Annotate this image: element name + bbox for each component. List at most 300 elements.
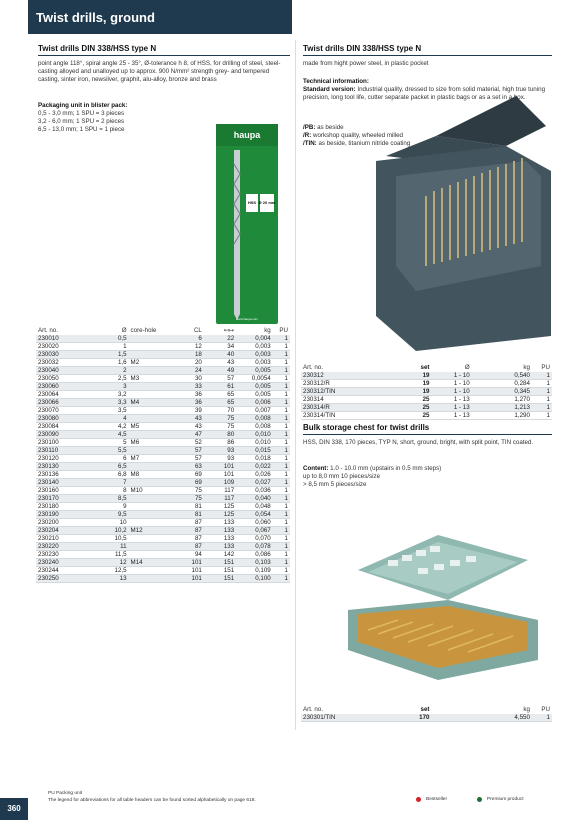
table-cell: 0,078	[236, 543, 273, 551]
table-cell: 93	[204, 447, 236, 455]
table-cell: M10	[129, 487, 172, 495]
pack-line-1: 0,5 - 3,0 mm; 1 SPU = 3 pieces	[38, 110, 125, 117]
table-cell: 4	[90, 415, 129, 423]
table-cell: 125	[204, 511, 236, 519]
table-cell: 1	[273, 399, 290, 407]
table-cell: 87	[172, 543, 204, 551]
table-cell: 0,060	[236, 519, 273, 527]
table-cell: 1	[273, 479, 290, 487]
table-cell: 1	[273, 383, 290, 391]
table-cell: 230066	[36, 399, 90, 407]
table-cell: 0,0054	[236, 375, 273, 383]
table-cell: 5	[90, 439, 129, 447]
pack-title: Packaging unit in blister pack:	[38, 102, 128, 109]
table-cell: 1	[273, 431, 290, 439]
table-cell: 1	[273, 551, 290, 559]
table-cell: 65	[204, 391, 236, 399]
table-row	[36, 495, 290, 503]
r-text: workshop quality, wheeled milled	[312, 132, 403, 139]
table-cell: 230136	[36, 471, 90, 479]
table-cell: 0,004	[236, 335, 273, 343]
table-cell	[129, 367, 172, 375]
table-cell: 230312/TIN	[301, 388, 371, 396]
hangcard-badge-size: Ø 20 mm	[258, 200, 276, 205]
table-cell: 20	[172, 359, 204, 367]
table-cell: 0,008	[236, 415, 273, 423]
table-row	[301, 714, 552, 722]
standard-version-label: Standard version:	[303, 86, 356, 93]
table-cell: 11,5	[90, 551, 129, 559]
right1-subtitle: made from hight power steel, in plastic pocket	[303, 60, 429, 67]
table-cell: 87	[172, 527, 204, 535]
table-cell: 1	[532, 404, 552, 412]
right1-table	[301, 364, 552, 420]
table-row	[36, 479, 290, 487]
left-col-pu: PU	[279, 327, 288, 335]
table-cell: 230312/R	[301, 380, 371, 388]
table-cell: 5,5	[90, 447, 129, 455]
table-cell: 0,005	[236, 367, 273, 375]
table-cell: 1	[273, 415, 290, 423]
table-cell: 2	[90, 367, 129, 375]
table-cell: 230170	[36, 495, 90, 503]
right2-description: HSS, DIN 338, 170 pieces, TYP N, short, ground, bright, with split point, TIN coated.	[303, 439, 534, 446]
table-cell: 75	[204, 415, 236, 423]
table-cell: 12	[90, 559, 129, 567]
table-cell: 65	[204, 399, 236, 407]
table-cell: 1,6	[90, 359, 129, 367]
table-cell: 0,006	[236, 399, 273, 407]
table-cell: 1	[273, 575, 290, 583]
table-row	[36, 455, 290, 463]
table-cell: 10,5	[90, 535, 129, 543]
table-cell: 9	[90, 503, 129, 511]
table-cell: 30	[172, 375, 204, 383]
left-col-length: ↤↦	[223, 327, 235, 335]
table-cell: 1	[273, 343, 290, 351]
table-cell	[129, 391, 172, 399]
table-cell: 125	[204, 503, 236, 511]
table-cell	[129, 463, 172, 471]
table-cell: 1	[532, 412, 552, 420]
table-cell: 0,010	[236, 439, 273, 447]
table-row	[36, 399, 290, 407]
left-table-body	[36, 335, 290, 583]
table-cell: 0,027	[236, 479, 273, 487]
table-cell: 1	[273, 455, 290, 463]
table-cell: 101	[204, 463, 236, 471]
table-cell: 87	[172, 519, 204, 527]
table-cell: 0,5	[90, 335, 129, 343]
table-cell: 151	[204, 559, 236, 567]
left-col-cl: CL	[193, 327, 202, 335]
table-cell: 1	[273, 335, 290, 343]
table-cell: 230130	[36, 463, 90, 471]
table-cell: 93	[204, 455, 236, 463]
table-cell: M12	[129, 527, 172, 535]
table-cell: 0,015	[236, 447, 273, 455]
table-cell: 49	[204, 367, 236, 375]
table-cell: 0,018	[236, 455, 273, 463]
table-cell: 10	[90, 519, 129, 527]
table-cell: 0,003	[236, 343, 273, 351]
storage-chest-image	[338, 530, 548, 690]
table-cell: 0,067	[236, 527, 273, 535]
table-cell	[129, 343, 172, 351]
table-cell: 4,2	[90, 423, 129, 431]
hangcard-url: www.haupa.com	[235, 317, 259, 321]
table-cell	[129, 431, 172, 439]
table-cell: 94	[172, 551, 204, 559]
table-cell: 2,5	[90, 375, 129, 383]
table-cell: 1	[90, 343, 129, 351]
table-cell: 0,005	[236, 391, 273, 399]
table-cell: 1	[273, 495, 290, 503]
table-cell: 1	[273, 503, 290, 511]
table-cell: 1	[273, 519, 290, 527]
table-cell: 1	[532, 388, 552, 396]
table-row	[301, 396, 552, 404]
right2-table	[301, 706, 552, 722]
table-row	[36, 431, 290, 439]
table-cell: 151	[204, 567, 236, 575]
tin-text: as beside, titanium nitride coating	[318, 140, 411, 147]
table-cell: 0,036	[236, 487, 273, 495]
table-cell: 230301/TIN	[301, 714, 371, 722]
table-cell: 230250	[36, 575, 90, 583]
table-cell: 1 - 13	[432, 412, 472, 420]
table-cell: 3,5	[90, 407, 129, 415]
table-cell: 133	[204, 519, 236, 527]
left-col-corehole: core-hole	[130, 327, 157, 335]
table-cell: 1,5	[90, 351, 129, 359]
right2-col-pu: PU	[541, 706, 550, 714]
table-cell: 230084	[36, 423, 90, 431]
table-cell: 1	[532, 380, 552, 388]
table-cell: 230060	[36, 383, 90, 391]
page-header	[28, 0, 292, 34]
table-cell: 1 - 10	[432, 380, 472, 388]
table-cell: 133	[204, 535, 236, 543]
table-cell: 0,109	[236, 567, 273, 575]
table-cell: 39	[172, 407, 204, 415]
table-cell: 36	[172, 399, 204, 407]
table-cell: 36	[172, 391, 204, 399]
table-cell: M6	[129, 439, 172, 447]
table-cell: 1	[273, 351, 290, 359]
table-cell: 1 - 13	[432, 404, 472, 412]
table-cell: 230190	[36, 511, 90, 519]
table-cell: 33	[172, 383, 204, 391]
table-cell: 1 - 13	[432, 396, 472, 404]
table-cell: 12,5	[90, 567, 129, 575]
table-row	[36, 535, 290, 543]
table-cell: 10,2	[90, 527, 129, 535]
table-cell: 3,2	[90, 391, 129, 399]
table-row	[36, 527, 290, 535]
table-cell: 40	[204, 351, 236, 359]
table-row	[301, 372, 552, 380]
left-description: point angle 118°, spiral angle 25 - 35°, Ø-tolerance h 8, of HSS, for drilling of steel, steel-casting alloyed and unalloyed up to approx. 900 N/mm² strength grey- and tempered casting, sinter iron, newsilver, graphit, alu-alloy, bronze and brass	[38, 60, 281, 83]
table-cell: 230010	[36, 335, 90, 343]
table-cell: 1	[273, 391, 290, 399]
column-divider	[295, 40, 296, 730]
table-cell: 25	[371, 404, 431, 412]
table-cell: 133	[204, 527, 236, 535]
table-cell: 0,008	[236, 423, 273, 431]
table-cell	[129, 511, 172, 519]
table-cell: 47	[172, 431, 204, 439]
table-cell: 0,003	[236, 359, 273, 367]
tech-info-title: Technical information:	[303, 78, 369, 85]
table-cell: 63	[172, 463, 204, 471]
drill-hangcard-image	[216, 124, 278, 324]
table-cell: 230120	[36, 455, 90, 463]
table-cell: 61	[204, 383, 236, 391]
left-title-rule	[38, 55, 290, 56]
table-cell: 1	[273, 447, 290, 455]
table-cell: 57	[172, 447, 204, 455]
table-cell: 0,284	[472, 380, 532, 388]
table-row	[36, 335, 290, 343]
table-cell: 43	[172, 423, 204, 431]
table-cell: 1	[273, 463, 290, 471]
table-cell	[129, 447, 172, 455]
table-cell	[129, 519, 172, 527]
bestseller-label: Bestseller	[426, 797, 448, 802]
table-row	[301, 388, 552, 396]
right1-col-set: set	[420, 364, 430, 372]
table-cell	[129, 567, 172, 575]
table-row	[301, 404, 552, 412]
table-cell: 230210	[36, 535, 90, 543]
table-cell: 1,270	[472, 396, 532, 404]
table-cell: 230220	[36, 543, 90, 551]
right1-section-title: Twist drills DIN 338/HSS type N	[303, 44, 422, 53]
table-cell	[129, 407, 172, 415]
table-cell	[129, 495, 172, 503]
table-cell: 230314	[301, 396, 371, 404]
table-cell: 230312	[301, 372, 371, 380]
drill-case-image	[356, 66, 556, 356]
content-line-1	[303, 465, 441, 473]
table-cell: 230160	[36, 487, 90, 495]
footer-pu-note: PU Packing unit	[48, 791, 83, 796]
table-cell	[129, 383, 172, 391]
pb-label: /PB:	[303, 124, 316, 131]
table-cell: 43	[172, 415, 204, 423]
table-cell: 133	[204, 543, 236, 551]
table-cell: 8	[90, 487, 129, 495]
table-cell: 0,103	[236, 559, 273, 567]
table-cell: 75	[172, 495, 204, 503]
table-cell: 75	[204, 423, 236, 431]
table-cell: 1 - 10	[432, 388, 472, 396]
footer-legend-note: The legend for abbreviations for all table headers can be found sorted alphabetically on page 618.	[48, 798, 256, 803]
right1-table-body	[301, 372, 552, 420]
table-cell: 151	[204, 575, 236, 583]
table-cell: 0,054	[236, 511, 273, 519]
table-cell: 0,022	[236, 463, 273, 471]
hangcard-badge-hss: HSS	[247, 200, 257, 205]
table-cell: 13	[90, 575, 129, 583]
right1-title-rule	[303, 55, 552, 56]
table-cell: 1	[273, 559, 290, 567]
table-cell: 117	[204, 487, 236, 495]
table-row	[36, 447, 290, 455]
table-cell: 11	[90, 543, 129, 551]
table-cell: 1	[273, 527, 290, 535]
table-cell: 1	[273, 535, 290, 543]
standard-version-text: Industrial quality, dressed to size from solid material, high true tuning precision, long tool life, cutter separate packet in plastic bags or as a set in a box.	[303, 86, 546, 101]
table-cell: 0,003	[236, 351, 273, 359]
table-cell: 1	[273, 375, 290, 383]
table-cell: 70	[204, 407, 236, 415]
table-cell: 230204	[36, 527, 90, 535]
table-cell: 0,086	[236, 551, 273, 559]
table-cell	[129, 503, 172, 511]
left-col-dia: Ø	[121, 327, 127, 335]
table-cell: 230230	[36, 551, 90, 559]
table-cell: 230050	[36, 375, 90, 383]
table-cell: 22	[204, 335, 236, 343]
table-cell: 0,540	[472, 372, 532, 380]
table-cell: 0,070	[236, 535, 273, 543]
table-cell: 101	[172, 567, 204, 575]
table-cell: 0,100	[236, 575, 273, 583]
table-cell: 230110	[36, 447, 90, 455]
table-cell: 1	[532, 714, 552, 722]
table-cell: 0,005	[236, 383, 273, 391]
right2-col-kg: kg	[523, 706, 530, 714]
table-cell: 230140	[36, 479, 90, 487]
table-cell: 1,290	[472, 412, 532, 420]
table-cell: 80	[204, 431, 236, 439]
table-cell: 230100	[36, 439, 90, 447]
content-text: 1.0 - 10.0 mm (upstairs in 0.5 mm steps)	[330, 465, 442, 472]
right2-section-title: Bulk storage chest for twist drills	[303, 423, 430, 432]
right2-col-artno: Art. no.	[303, 706, 323, 714]
table-cell	[129, 575, 172, 583]
tin-label: /TIN:	[303, 140, 317, 147]
table-cell: 1	[273, 511, 290, 519]
table-row	[36, 503, 290, 511]
table-row	[36, 343, 290, 351]
table-cell: 1	[273, 423, 290, 431]
content-label: Content:	[303, 465, 329, 472]
premium-product-label: Premium product	[487, 797, 524, 802]
table-cell: 34	[204, 343, 236, 351]
table-cell: 25	[371, 412, 431, 420]
table-cell: 230070	[36, 407, 90, 415]
premium-product-icon	[477, 797, 482, 802]
table-cell: M5	[129, 423, 172, 431]
table-row	[36, 439, 290, 447]
table-row	[36, 575, 290, 583]
table-row	[36, 519, 290, 527]
table-cell: 230314/TIN	[301, 412, 371, 420]
table-cell: 230064	[36, 391, 90, 399]
pack-line-2: 3,2 - 6,0 mm; 1 SPU = 2 pieces	[38, 118, 125, 125]
table-cell: M3	[129, 375, 172, 383]
table-cell: 1	[273, 471, 290, 479]
table-cell: 101	[204, 471, 236, 479]
pack-line-3: 6,5 - 13,0 mm; 1 SPU = 1 piece	[38, 126, 125, 133]
table-cell: 230244	[36, 567, 90, 575]
table-cell: 230180	[36, 503, 90, 511]
bestseller-icon	[416, 797, 421, 802]
table-cell: 0,345	[472, 388, 532, 396]
table-cell: 52	[172, 439, 204, 447]
table-cell: 19	[371, 388, 431, 396]
table-cell: 230020	[36, 343, 90, 351]
table-cell: 19	[371, 372, 431, 380]
table-row	[36, 351, 290, 359]
left-section-title: Twist drills DIN 338/HSS type N	[38, 44, 157, 53]
table-cell: 81	[172, 511, 204, 519]
table-cell: 1 - 10	[432, 372, 472, 380]
table-row	[36, 375, 290, 383]
table-cell: 24	[172, 367, 204, 375]
table-row	[36, 415, 290, 423]
table-cell: 19	[371, 380, 431, 388]
right2-col-set: set	[420, 706, 430, 714]
table-cell: 230032	[36, 359, 90, 367]
table-row	[36, 511, 290, 519]
table-cell: 6,8	[90, 471, 129, 479]
table-cell: M2	[129, 359, 172, 367]
table-row	[36, 543, 290, 551]
content-line-3: > 8,5 mm 5 pieces/size	[303, 481, 367, 488]
table-cell: 0,026	[236, 471, 273, 479]
pb-line	[303, 124, 344, 132]
table-cell: 230314/R	[301, 404, 371, 412]
table-cell: 101	[172, 559, 204, 567]
table-cell: 6	[172, 335, 204, 343]
table-cell	[129, 415, 172, 423]
table-cell: 4,550	[432, 714, 532, 722]
table-row	[36, 391, 290, 399]
left-col-artno: Art. no.	[38, 327, 58, 335]
table-cell: 230200	[36, 519, 90, 527]
table-row	[36, 471, 290, 479]
table-cell: 117	[204, 495, 236, 503]
table-cell: M7	[129, 455, 172, 463]
table-cell: 0,010	[236, 431, 273, 439]
table-row	[36, 487, 290, 495]
table-cell: 1	[273, 439, 290, 447]
r-label: /R:	[303, 132, 312, 139]
table-cell: 230090	[36, 431, 90, 439]
table-cell: 87	[172, 535, 204, 543]
left-col-kg: kg	[264, 327, 271, 335]
table-cell: 25	[371, 396, 431, 404]
table-cell: 1	[273, 407, 290, 415]
table-cell: 6	[90, 455, 129, 463]
table-cell: 3	[90, 383, 129, 391]
table-cell: 18	[172, 351, 204, 359]
table-row	[36, 463, 290, 471]
table-cell: M8	[129, 471, 172, 479]
right1-col-artno: Art. no.	[303, 364, 323, 372]
hangcard-brand: haupa	[233, 130, 261, 140]
table-cell: 0,040	[236, 495, 273, 503]
table-cell: 230240	[36, 559, 90, 567]
content-line-2: up to 8,0 mm 10 pieces/size	[303, 473, 381, 480]
table-cell: 69	[172, 471, 204, 479]
table-cell: 3,3	[90, 399, 129, 407]
table-row	[301, 412, 552, 420]
